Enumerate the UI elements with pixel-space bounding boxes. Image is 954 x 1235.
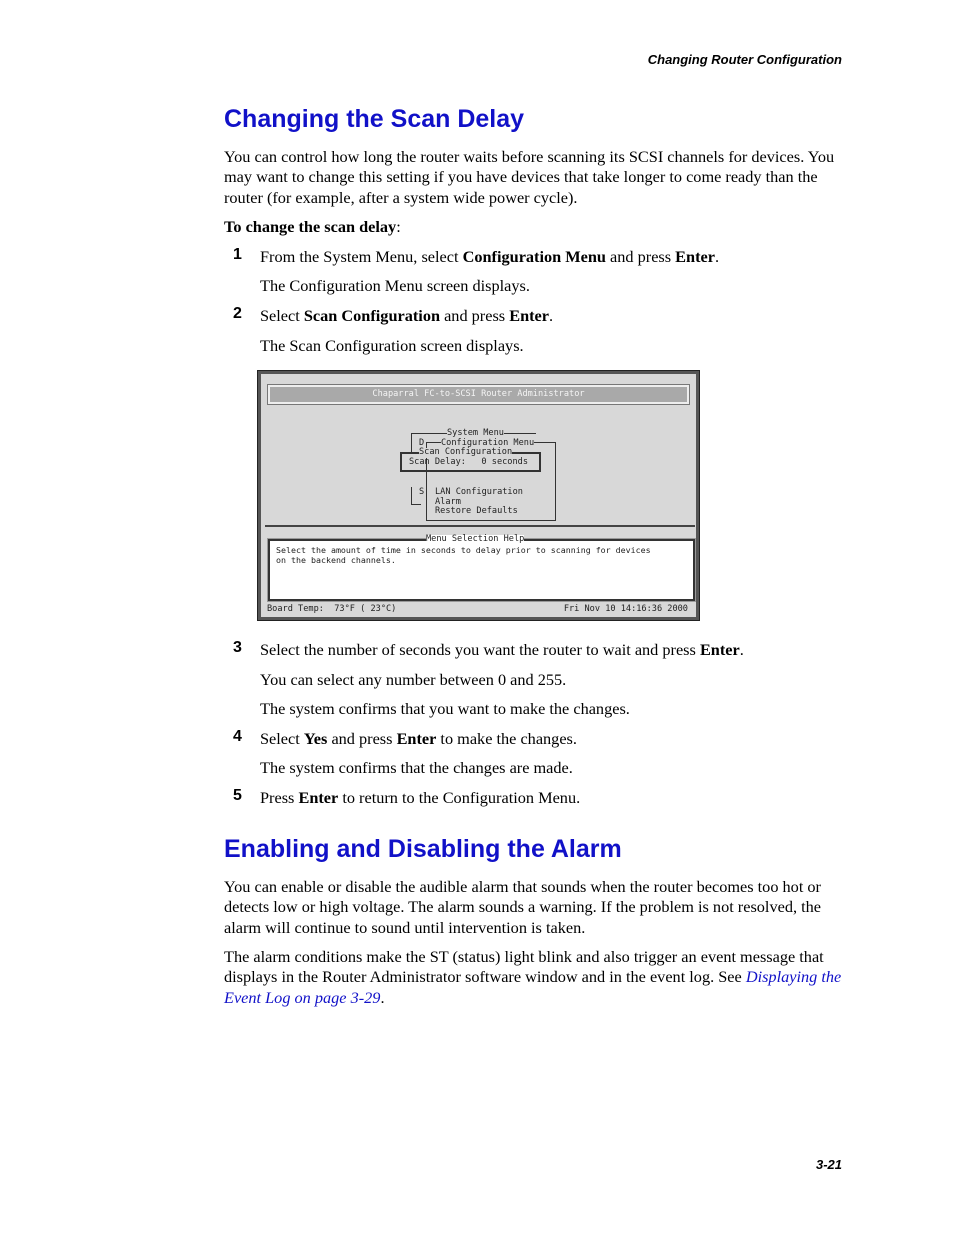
step-number: 5	[233, 787, 242, 804]
event-log-link[interactable]: Displaying the Event Log on page 3-29	[224, 967, 842, 1007]
step-number: 2	[233, 305, 242, 322]
step-number: 1	[233, 246, 242, 263]
alarm-paragraph-1: You can enable or disable the audible alarm that sounds when the router becomes too hot or detects low or high voltage. The alarm sounds a warning. If the problem is not resolved, the alarm will continue to sound until intervention is taken.	[224, 877, 821, 937]
step-result: The Configuration Menu screen displays.	[260, 276, 530, 295]
menu-item-restore-defaults[interactable]: Restore Defaults	[435, 506, 518, 517]
step-result: You can select any number between 0 and 255.	[260, 670, 567, 689]
intro-paragraph: You can control how long the router waits before scanning its SCSI channels for devices. You may want to change this setting if you have devices that take longer to come ready than the router (for example, after a system wide power cycle).	[224, 147, 835, 207]
board-temperature: Board Temp: 73°F ( 23°C)	[267, 604, 397, 614]
step-instruction: Press Enter to return to the Configuration Menu.	[260, 788, 581, 807]
procedure-heading: To change the scan delay:	[224, 217, 401, 236]
help-title: Menu Selection Help	[426, 534, 525, 544]
menu-item-lan-configuration[interactable]: LAN Configuration	[435, 487, 523, 497]
running-head: Changing Router Configuration	[647, 52, 842, 67]
scan-delay-field[interactable]: Scan Delay: 0 seconds	[409, 457, 528, 467]
alarm-paragraph-2: The alarm conditions make the ST (status) light blink and also trigger an event message that displays in the Router Administrator software window and in the event log. See Displaying the Event Log on page 3-29.	[224, 947, 842, 1007]
help-text-line-1: Select the amount of time in seconds to delay prior to scanning for devices	[276, 545, 651, 555]
page-number: 3-21	[815, 1157, 842, 1172]
status-bar	[265, 602, 692, 616]
configuration-menu-title: Configuration Menu	[441, 438, 535, 448]
step-result: The system confirms that the changes are made.	[260, 758, 573, 777]
terminal-title-bar: Chaparral FC-to-SCSI Router Administrator	[268, 385, 689, 404]
step-instruction: Select Yes and press Enter to make the changes.	[260, 729, 577, 748]
step-instruction: From the System Menu, select Configuration Menu and press Enter.	[260, 247, 720, 266]
date-time: Fri Nov 10 14:16:36 2000	[563, 604, 688, 614]
step-number: 4	[233, 728, 242, 745]
section-title-scan-delay: Changing the Scan Delay	[224, 105, 525, 133]
scan-configuration-title: Scan Configuration	[419, 447, 513, 457]
step-result: The system confirms that you want to make the changes.	[260, 699, 630, 718]
config-menu-prefix: D	[419, 438, 425, 448]
step-instruction: Select the number of seconds you want the router to wait and press Enter.	[260, 640, 744, 659]
section-title-alarm: Enabling and Disabling the Alarm	[224, 835, 622, 863]
step-instruction: Select Scan Configuration and press Enter.	[260, 306, 554, 325]
help-text-line-2: on the backend channels.	[276, 554, 396, 565]
step-result: The Scan Configuration screen displays.	[260, 336, 524, 355]
step-number: 3	[233, 639, 242, 656]
menu-item-alarm[interactable]: Alarm	[435, 496, 461, 507]
scan-configuration-screenshot	[258, 371, 699, 620]
system-menu-title: System Menu	[447, 428, 504, 438]
s-prefix: S	[419, 487, 425, 497]
